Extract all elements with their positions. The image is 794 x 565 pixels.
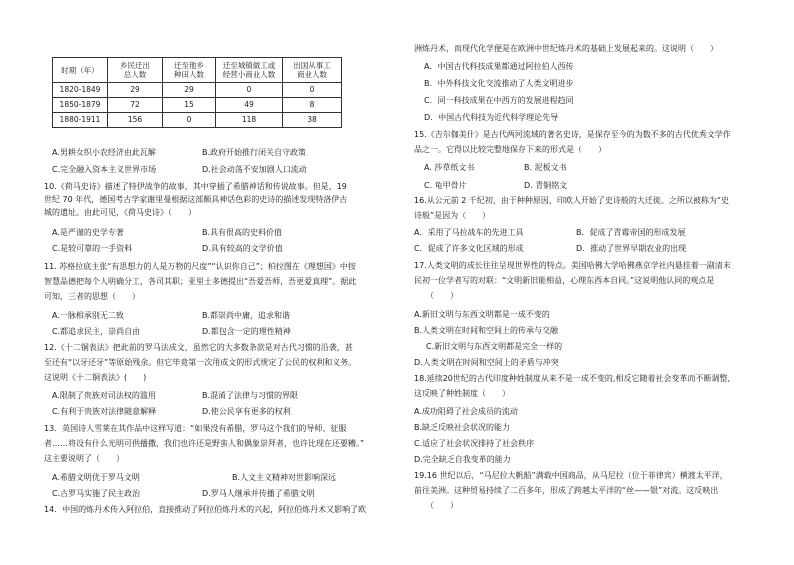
q12-option-d[interactable]: D.使公民享有更多的权利 bbox=[202, 407, 291, 416]
q11-stem-line: 11. 苏格拉底主张“有思想力的人是万物的尺度”“认识你自己”；柏拉图在《理想国》中按 bbox=[44, 262, 356, 271]
q16-option-d[interactable]: D．推动了世界早期农业的出现 bbox=[576, 244, 687, 253]
q12-stem-line: 这说明《十二铜表法》( ) bbox=[44, 373, 147, 382]
q12-stem-line: 至还有“以牙还牙”等原始残余。但它毕竟第一次用成文的形式规定了公民的权利和义务。 bbox=[44, 358, 357, 367]
q15-option-c[interactable]: C. 龟甲骨片 bbox=[424, 181, 467, 190]
q17-option-b[interactable]: B.人类文明在时间和空间上的传承与交融 bbox=[414, 326, 559, 335]
table-header-cell: 出国从事工 商业人数 bbox=[283, 58, 342, 83]
q16-option-a[interactable]: A．采用了马拉战车的先进工具 bbox=[414, 228, 524, 237]
q10-stem-line: 世纪 70 年代，德国考古学家谢里曼根据这部颇具神话色彩的史诗的描述发现特洛伊古 bbox=[44, 195, 348, 204]
table-cell: 29 bbox=[108, 83, 163, 98]
q9-option-c[interactable]: C.完全融入资本主义世界市场 bbox=[52, 165, 157, 174]
table-cell: 15 bbox=[163, 98, 216, 113]
q16-option-b[interactable]: B．促成了青霉帝国的形成发展 bbox=[576, 228, 686, 237]
migration-data-table bbox=[52, 57, 342, 128]
q19-stem-line: （ ） bbox=[426, 501, 458, 510]
q16-stem-line: 16.从公元前 2 千纪初，由于种种原因，印欧人开始了史诗般的大迁徙。之所以被称为“史 bbox=[414, 196, 730, 205]
table-cell: 118 bbox=[216, 113, 283, 128]
table-cell: 0 bbox=[283, 83, 342, 98]
q12-stem-line: 12.《十二铜表法》把此前的罗马法成文，虽然它的大多数条款是对古代习惯的沿袭，甚 bbox=[44, 343, 353, 352]
table-cell: 1820-1849 bbox=[53, 83, 108, 98]
q10-option-c[interactable]: C.是较可靠的一手资料 bbox=[52, 244, 133, 253]
q13-stem-line: 13．英国诗人雪莱在其作品中这样写道：“如果没有希腊，罗马这个我们的导师、征服 bbox=[44, 424, 347, 433]
q18-option-d[interactable]: D.完全缺乏自我变革的能力 bbox=[414, 455, 511, 464]
q18-option-b[interactable]: B.缺乏反映社会状况的能力 bbox=[414, 423, 511, 432]
q9-option-b[interactable]: B.政府开始推行闭关自守政策 bbox=[202, 148, 307, 157]
q10-option-d[interactable]: D.具有较高的文学价值 bbox=[202, 244, 283, 253]
q13-stem-line: 这主要说明了（ ） bbox=[44, 454, 124, 463]
table-header-row bbox=[53, 58, 342, 83]
q13-stem-line: 者……将设有什么光明可供播撒，我们也许还是野蛮人和偶象崇拜者，也许比现在还要糟。” bbox=[44, 439, 365, 448]
q18-option-c[interactable]: C.适应了社会状况排持了社会秩序 bbox=[414, 439, 535, 448]
q15-option-b[interactable]: B. 泥板文书 bbox=[524, 163, 567, 172]
q14-option-d[interactable]: D．中国古代科技为近代科学理论先导 bbox=[424, 113, 559, 122]
q15-option-a[interactable]: A. 莎草纸文书 bbox=[424, 163, 475, 172]
table-cell: 29 bbox=[163, 83, 216, 98]
q14-stem-line: 14．中国的炼丹术传入阿拉伯，直接推动了阿拉伯炼丹术的兴起，阿拉伯炼丹术又影响了欧 bbox=[44, 505, 367, 514]
q12-option-a[interactable]: A.限制了贵族对司法权的滥用 bbox=[52, 391, 156, 400]
table-row bbox=[53, 98, 342, 113]
table-header-cell: 时期（年） bbox=[53, 58, 108, 83]
q17-option-a[interactable]: A.新旧文明与东西文明都是一成不变的 bbox=[414, 310, 550, 319]
table-cell: 38 bbox=[283, 113, 342, 128]
table-cell: 1880-1911 bbox=[53, 113, 108, 128]
q17-stem-line: 民初一位学者写的对联：“文明新旧能相益，心理东西本自同。”这说明他认同的观点是 bbox=[414, 276, 715, 285]
q16-stem-line: 诗般”是因为（ ） bbox=[414, 211, 491, 220]
table-cell: 0 bbox=[163, 113, 216, 128]
table-header-cell: 迁至城镇做工或 经营小商业人数 bbox=[216, 58, 283, 83]
q19-stem-line: 前往美洲。这种贸易持续了二百多年，形成了跨越太平洋的“丝——银”对流。这反映出 bbox=[414, 486, 719, 495]
q14-option-b[interactable]: B．中外科技文化交流推动了人类文明进步 bbox=[424, 79, 574, 88]
q10-option-a[interactable]: A.是严谨的史学专著 bbox=[52, 228, 124, 237]
q11-option-d[interactable]: D.都包含一定的理性精神 bbox=[202, 327, 291, 336]
q10-stem-line: 10.《荷马史诗》描述了特伊战争的故事，其中穿插了希腊神话和传说故事。但是，19 bbox=[44, 182, 347, 191]
q17-option-d[interactable]: D.人类文明在时间和空间上的矛盾与冲突 bbox=[414, 358, 559, 367]
q10-option-b[interactable]: B.具有很高的史料价值 bbox=[202, 228, 283, 237]
table-header-cell: 乡民迁出 总人数 bbox=[108, 58, 163, 83]
q17-stem-line: 17.人类文明的成长往往呈现世界性的特点。美国哈佛大学哈佛燕京学社内悬挂着一副清末 bbox=[414, 261, 731, 270]
q15-option-d[interactable]: D. 青铜铭文 bbox=[524, 181, 568, 190]
q13-option-a[interactable]: A.希腊文明优于罗马文明 bbox=[52, 473, 140, 482]
q12-option-b[interactable]: B.混淆了法律与习惯的界限 bbox=[202, 391, 299, 400]
table-row bbox=[53, 83, 342, 98]
q11-option-c[interactable]: C.都追求民主，崇尚自由 bbox=[52, 327, 141, 336]
table-row bbox=[53, 113, 342, 128]
q18-option-a[interactable]: A.成功阻碍了社会成员的流动 bbox=[414, 407, 518, 416]
q9-option-d[interactable]: D.社会动荡不安加剧人口流动 bbox=[202, 165, 307, 174]
q11-stem-line: 智慧品德把每个人明确分工，各司其职；亚里士多德提出“吾爱吾师，吾更爱真理”。据此 bbox=[44, 277, 357, 286]
q11-option-b[interactable]: B.都崇尚中庸，追求和谐 bbox=[202, 311, 291, 320]
table-cell: 8 bbox=[283, 98, 342, 113]
table-cell: 1850-1879 bbox=[53, 98, 108, 113]
q12-option-c[interactable]: C.有利于贵族对法律随意解释 bbox=[52, 407, 157, 416]
q14-option-a[interactable]: A．中国古代科技成果都通过阿拉伯人西传 bbox=[424, 62, 574, 71]
table-cell: 49 bbox=[216, 98, 283, 113]
table-header-cell: 迁至他乡 种田人数 bbox=[163, 58, 216, 83]
q10-stem-line: 城的遗址。由此可见，《荷马史诗》（ ） bbox=[44, 208, 196, 217]
q9-option-a[interactable]: A.男耕女织小农经济由此瓦解 bbox=[52, 148, 156, 157]
table-cell: 0 bbox=[216, 83, 283, 98]
q17-option-c[interactable]: C.新旧文明与东西文明都是完全一样的 bbox=[426, 342, 563, 351]
q14-option-c[interactable]: C．同一科技成果在中西方的发展进程趋同 bbox=[424, 96, 574, 105]
q16-option-c[interactable]: C．促成了许多文化区域的形成 bbox=[414, 244, 524, 253]
q13-option-d[interactable]: D.罗马人继承并传播了希腊文明 bbox=[202, 489, 315, 498]
q15-stem-line: 15.《吉尔伽美什》是古代两河流域的著名史诗，是保存至今的为数不多的古代优秀文学作 bbox=[414, 130, 731, 139]
q19-stem-line: 19.16 世纪以后，“马尼拉大帆船”满载中国商品，从马尼拉（位于菲律宾）横渡太平洋， bbox=[414, 471, 728, 480]
q13-option-c[interactable]: C.古罗马实施了民主政治 bbox=[52, 489, 141, 498]
table-cell: 72 bbox=[108, 98, 163, 113]
table-cell: 156 bbox=[108, 113, 163, 128]
q11-stem-line: 可知，三者的思想（ ） bbox=[44, 292, 140, 301]
q17-stem-line: （ ） bbox=[426, 291, 458, 300]
q14-stem-continued: 洲炼丹术，而现代化学便是在欧洲中世纪炼丹术的基础上发展起来的。这说明（ ） bbox=[414, 44, 718, 53]
q15-stem-line: 品之一。它得以比较完整地保存下来的形式是（ ） bbox=[414, 145, 606, 154]
q18-stem-line: 18.延续20世纪的古代印度种姓制度从来不是一成不变的,相反它随着社会变革而不断调整, bbox=[414, 374, 730, 383]
q18-stem-line: 这反映了种姓制度（ ） bbox=[414, 389, 510, 398]
q13-option-b[interactable]: B.人文主义精神对世影响深远 bbox=[232, 473, 337, 482]
q11-option-a[interactable]: A.一脉相承别无二致 bbox=[52, 311, 124, 320]
